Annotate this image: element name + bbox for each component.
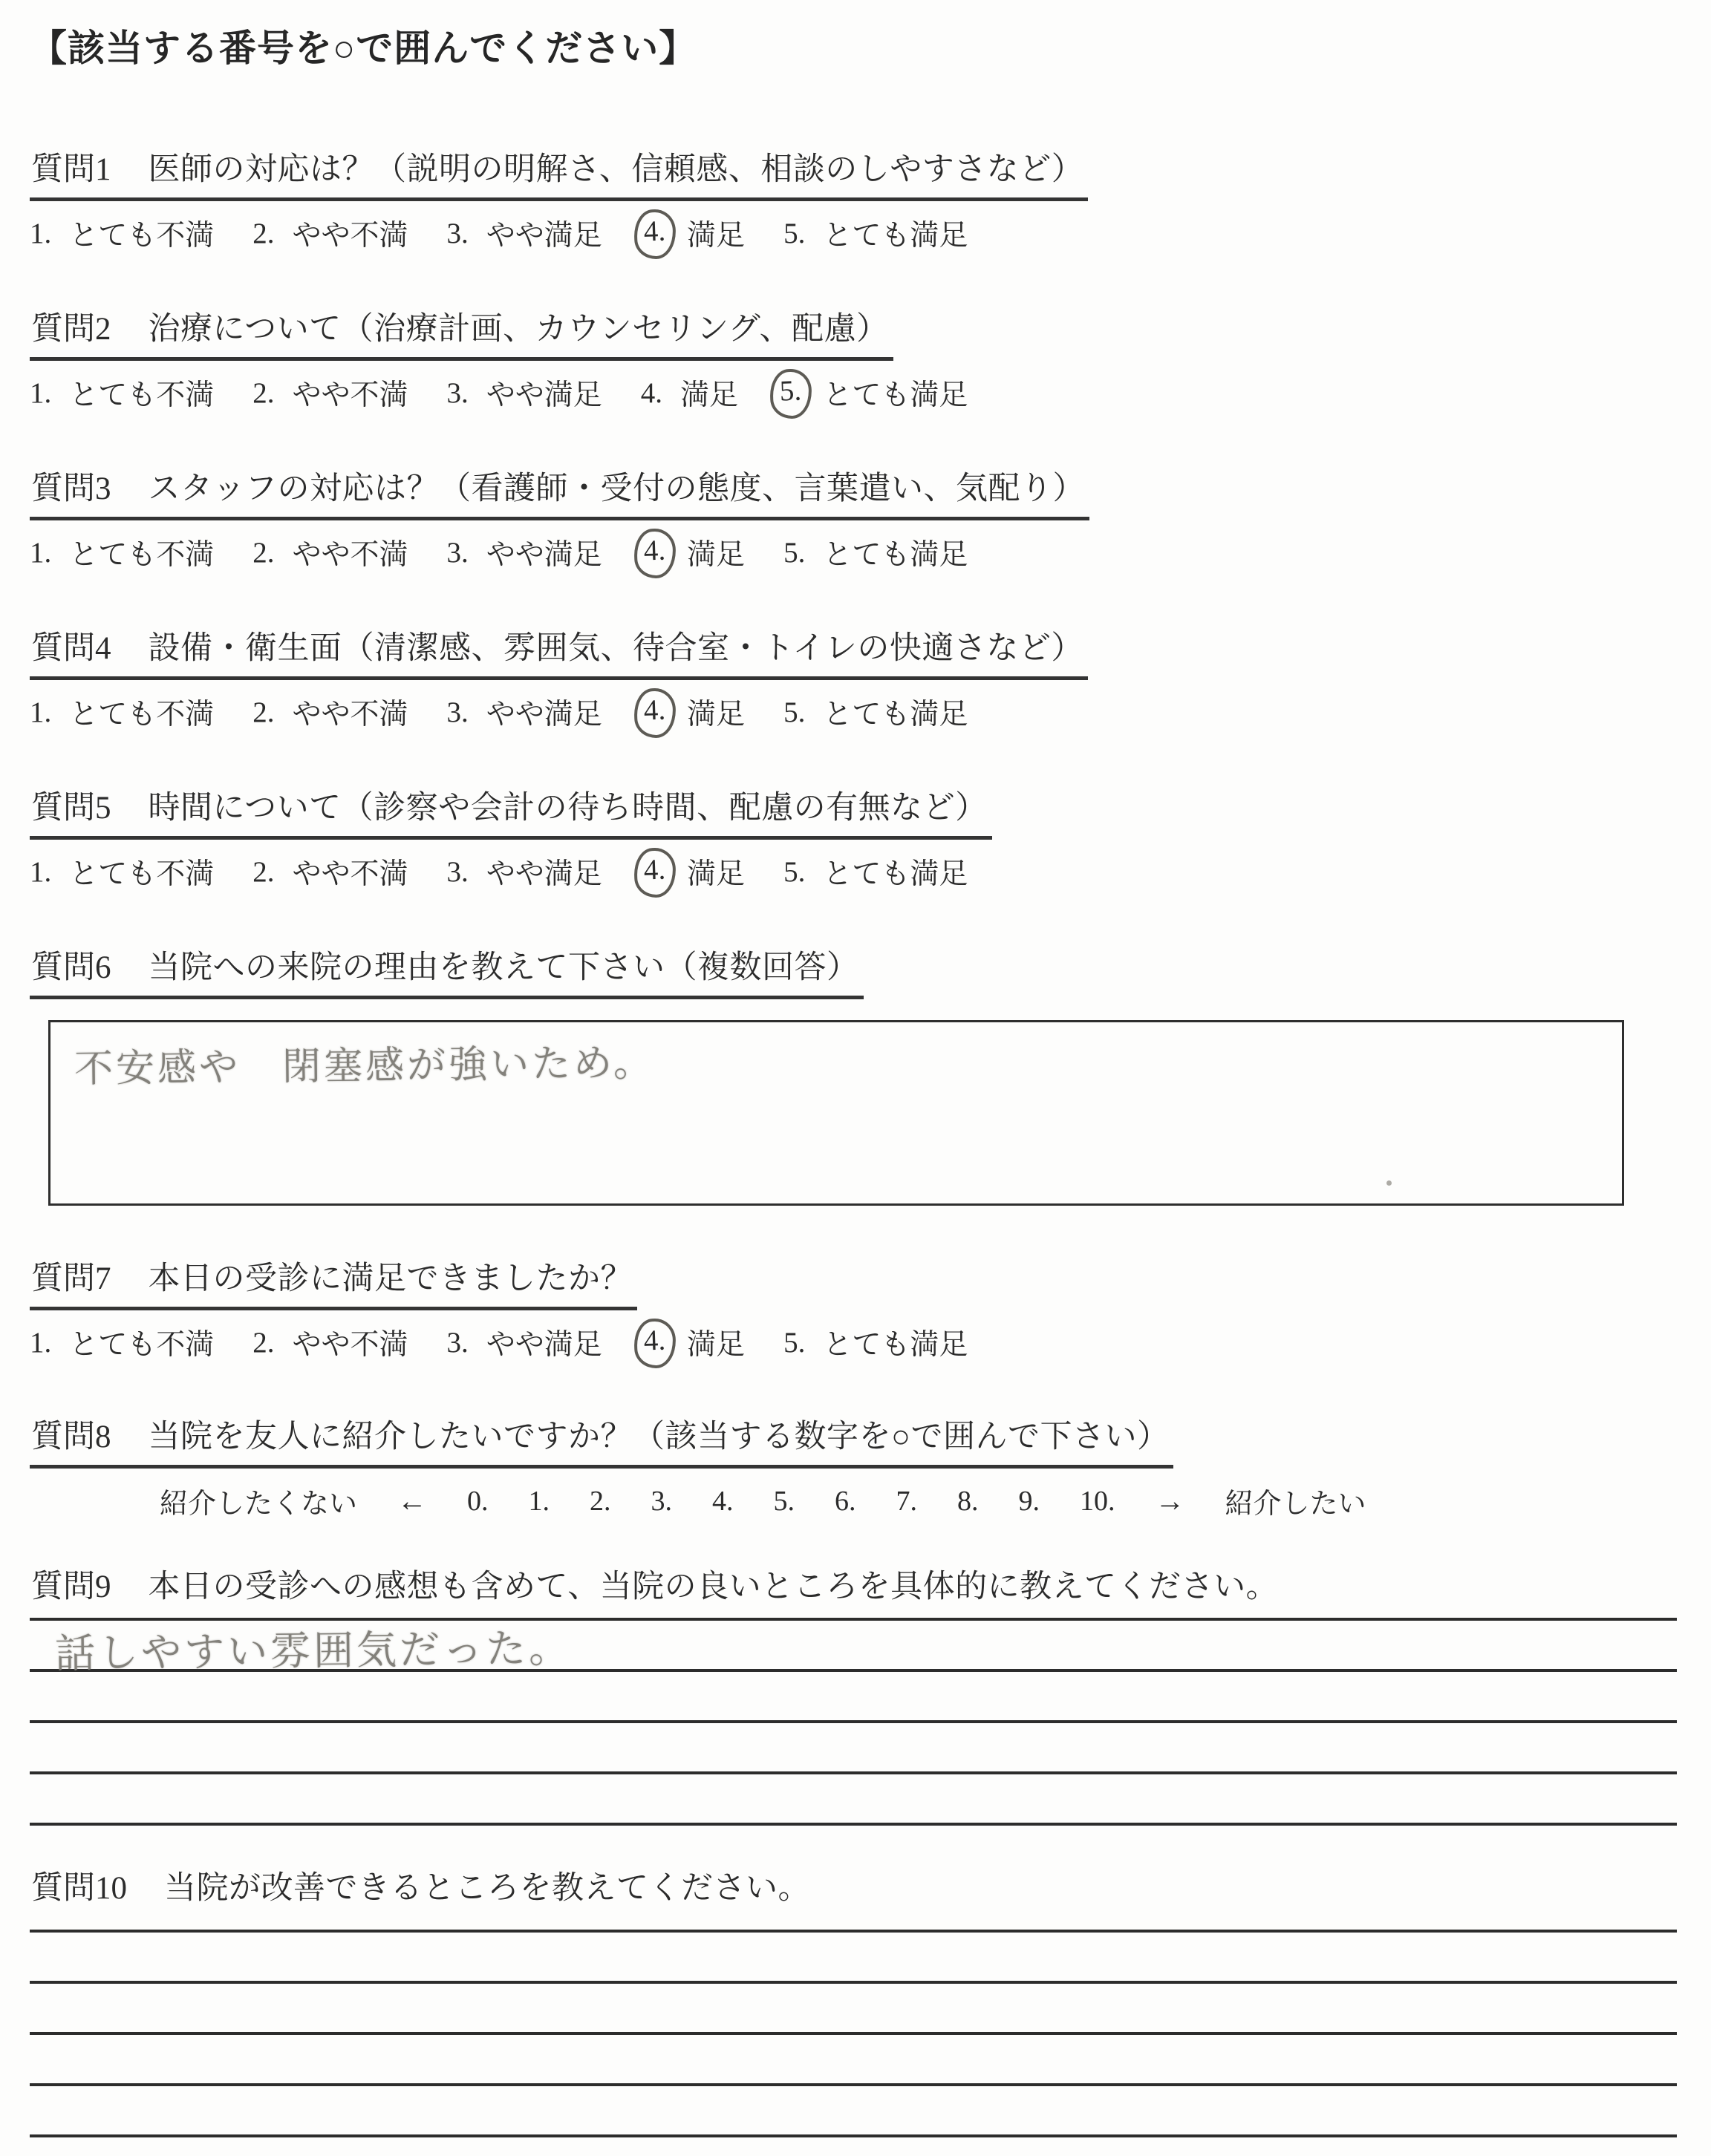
nps-number-7[interactable]: 7. (896, 1485, 918, 1517)
option-label: やや満足 (486, 539, 602, 571)
option-label: 満足 (687, 1329, 746, 1361)
option-label: やや不満 (292, 858, 408, 890)
writing-line[interactable] (30, 1984, 1677, 2035)
option-very-dissatisfied[interactable] (30, 1322, 214, 1363)
option-number-circled[interactable]: 4. (633, 209, 677, 260)
writing-line[interactable] (30, 1912, 1677, 1933)
question-10-title (30, 1869, 815, 1912)
writing-line[interactable] (30, 1933, 1677, 1984)
question-9-text: 本日の受診への感想も含めて、当院の良いところを具体的に教えてください。 (148, 1569, 1279, 1604)
nps-number-8[interactable]: 8. (957, 1485, 979, 1517)
question-9-section (30, 1567, 1677, 1826)
option-label: やや満足 (486, 699, 602, 731)
question-4-options (30, 693, 1677, 731)
question-10-label: 質問10 (31, 1871, 127, 1906)
question-3-section (30, 469, 1677, 571)
handwritten-answer: 不安感や 閉塞感が強いため。 (74, 1042, 656, 1091)
option-number[interactable]: 5. (783, 696, 806, 728)
question-4-title (30, 629, 1088, 680)
option-number[interactable]: 3. (446, 1326, 469, 1359)
nps-number-1[interactable]: 1. (528, 1485, 550, 1517)
question-7-label: 質問7 (31, 1261, 111, 1296)
option-number[interactable]: 2. (252, 696, 275, 728)
option-satisfied[interactable] (641, 212, 745, 254)
question-5-title (30, 788, 992, 840)
option-very-dissatisfied[interactable] (30, 372, 214, 414)
option-number[interactable]: 1. (30, 376, 52, 409)
option-very-dissatisfied[interactable] (30, 851, 214, 892)
option-somewhat-dissatisfied[interactable] (252, 1322, 408, 1363)
option-very-satisfied[interactable] (783, 1322, 968, 1363)
option-label: とても満足 (823, 539, 968, 571)
option-number[interactable]: 2. (252, 376, 275, 409)
option-number[interactable]: 3. (446, 536, 469, 569)
question-7-section (30, 1259, 1677, 1361)
option-label: とても満足 (823, 379, 968, 411)
question-4-label: 質問4 (31, 631, 111, 666)
question-5-section (30, 788, 1677, 890)
question-4-text: 設備・衛生面（清潔感、雰囲気、待合室・トイレの快適さなど） (148, 631, 1083, 666)
handwritten-answer: 話しやすい雰囲気だった。 (54, 1626, 573, 1676)
option-satisfied[interactable] (641, 1322, 745, 1363)
option-satisfied[interactable] (641, 691, 745, 733)
option-label: 満足 (687, 220, 746, 252)
question-1-label: 質問1 (31, 152, 111, 187)
option-label: やや不満 (292, 220, 408, 252)
option-label: 満足 (687, 539, 746, 571)
question-2-title (30, 310, 893, 361)
question-1-options (30, 215, 1677, 252)
option-number[interactable]: 4. (640, 376, 663, 409)
question-2-section (30, 310, 1677, 411)
writing-line[interactable] (30, 1774, 1677, 1826)
question-5-text: 時間について（診察や会計の待ち時間、配慮の有無など） (148, 791, 988, 826)
option-number[interactable]: 1. (30, 1326, 52, 1359)
nps-scale-row (30, 1480, 1677, 1521)
question-6-answer-box[interactable] (48, 1020, 1624, 1206)
option-somewhat-dissatisfied[interactable] (252, 851, 408, 892)
question-6-text: 当院への来院の理由を教えて下さい（複数回答） (148, 950, 859, 985)
option-somewhat-satisfied[interactable] (447, 372, 602, 414)
option-very-satisfied[interactable] (783, 851, 968, 892)
option-number[interactable]: 1. (30, 696, 52, 728)
option-number-circled[interactable]: 5. (769, 368, 813, 419)
question-1-section (30, 150, 1677, 252)
option-satisfied[interactable] (641, 372, 738, 414)
option-label: やや満足 (486, 1329, 602, 1361)
option-label: やや不満 (292, 699, 408, 731)
option-somewhat-dissatisfied[interactable] (252, 212, 408, 254)
question-2-options (30, 374, 1677, 411)
option-very-dissatisfied[interactable] (30, 212, 214, 254)
option-somewhat-satisfied[interactable] (447, 212, 602, 254)
option-somewhat-dissatisfied[interactable] (252, 372, 408, 414)
option-number[interactable]: 3. (446, 376, 469, 409)
option-somewhat-satisfied[interactable] (447, 1322, 602, 1363)
question-1-text: 医師の対応は？（説明の明解さ、信頼感、相談のしやすさなど） (148, 152, 1084, 187)
option-label: 満足 (680, 379, 739, 411)
nps-left-label: 紹介したくない (160, 1489, 358, 1520)
option-label: やや満足 (486, 379, 602, 411)
option-satisfied[interactable] (641, 851, 745, 892)
option-number-circled[interactable]: 4. (633, 528, 677, 579)
option-label: とても不満 (69, 539, 215, 571)
question-10-writing-lines[interactable] (30, 1912, 1677, 2137)
option-number[interactable]: 5. (783, 1326, 806, 1359)
question-8-section (30, 1417, 1677, 1521)
question-6-section (30, 948, 1677, 1206)
option-label: やや不満 (292, 1329, 408, 1361)
option-somewhat-satisfied[interactable] (447, 532, 602, 573)
question-5-label: 質問5 (31, 791, 111, 826)
option-somewhat-dissatisfied[interactable] (252, 691, 408, 733)
option-label: とても不満 (69, 699, 215, 731)
option-label: とても不満 (69, 220, 215, 252)
page-title: 【該当する番号を○で囲んでください】 (30, 27, 697, 69)
option-very-dissatisfied[interactable] (30, 691, 214, 733)
question-9-writing-lines[interactable] (30, 1610, 1677, 1826)
option-label: 満足 (687, 858, 746, 890)
option-number[interactable]: 3. (446, 855, 469, 888)
question-3-options (30, 534, 1677, 571)
nps-number-2[interactable]: 2. (590, 1485, 611, 1517)
option-number[interactable]: 1. (30, 536, 52, 569)
option-label: やや不満 (292, 379, 408, 411)
question-9-title (30, 1567, 1283, 1610)
option-label: とても満足 (823, 858, 968, 890)
option-number[interactable]: 1. (30, 855, 52, 888)
option-number[interactable]: 2. (252, 536, 275, 569)
right-arrow-icon: → (1155, 1484, 1185, 1518)
question-8-text: 当院を友人に紹介したいですか？（該当する数字を○で囲んで下さい） (148, 1420, 1170, 1454)
question-3-text: スタッフの対応は？（看護師・受付の態度、言葉遣い、気配り） (148, 471, 1085, 506)
option-somewhat-dissatisfied[interactable] (252, 532, 408, 573)
option-number[interactable]: 5. (783, 536, 806, 569)
option-number-circled[interactable]: 4. (633, 687, 677, 739)
option-number[interactable]: 2. (252, 855, 275, 888)
option-number-circled[interactable]: 4. (633, 1318, 677, 1369)
option-number[interactable]: 2. (252, 217, 275, 249)
option-number-circled[interactable]: 4. (633, 847, 677, 898)
option-very-satisfied[interactable] (783, 691, 968, 733)
nps-number-6[interactable]: 6. (835, 1485, 856, 1517)
option-very-satisfied[interactable] (777, 372, 968, 414)
option-label: やや不満 (292, 539, 408, 571)
option-number[interactable]: 5. (783, 217, 806, 249)
nps-number-3[interactable]: 3. (651, 1485, 673, 1517)
writing-line[interactable] (30, 2035, 1677, 2086)
question-2-label: 質問2 (31, 312, 111, 347)
nps-number-9[interactable]: 9. (1018, 1485, 1040, 1517)
left-arrow-icon: ← (397, 1484, 428, 1518)
question-4-section (30, 629, 1677, 731)
option-number[interactable]: 1. (30, 217, 52, 249)
nps-number-10[interactable]: 10. (1080, 1485, 1115, 1517)
option-number[interactable]: 2. (252, 1326, 275, 1359)
option-number[interactable]: 5. (783, 855, 806, 888)
option-label: とても不満 (69, 379, 215, 411)
option-label: とても満足 (823, 220, 968, 252)
nps-number-4[interactable]: 4. (712, 1485, 734, 1517)
question-5-options (30, 853, 1677, 890)
option-number[interactable]: 3. (446, 696, 469, 728)
question-10-text: 当院が改善できるところを教えてください。 (164, 1871, 810, 1906)
question-10-section (30, 1869, 1677, 2137)
nps-number-0[interactable]: 0. (467, 1485, 489, 1517)
option-very-satisfied[interactable] (783, 212, 968, 254)
question-7-text: 本日の受診に満足できましたか？ (148, 1261, 633, 1296)
option-label: 満足 (687, 699, 746, 731)
option-label: とても満足 (823, 699, 968, 731)
writing-line[interactable] (30, 2086, 1677, 2137)
question-2-text: 治療について（治療計画、カウンセリング、配慮） (148, 312, 889, 347)
question-6-label: 質問6 (31, 950, 111, 985)
option-label: とても不満 (69, 858, 215, 890)
writing-line[interactable] (30, 1723, 1677, 1774)
option-satisfied[interactable] (641, 532, 745, 573)
option-label: やや満足 (486, 858, 602, 890)
question-8-label: 質問8 (31, 1420, 111, 1454)
option-somewhat-satisfied[interactable] (447, 851, 602, 892)
nps-right-label: 紹介したい (1225, 1489, 1366, 1520)
option-very-dissatisfied[interactable] (30, 532, 214, 573)
question-8-title (30, 1417, 1173, 1469)
option-label: とても不満 (69, 1329, 215, 1361)
option-somewhat-satisfied[interactable] (447, 691, 602, 733)
question-3-title (30, 469, 1089, 520)
option-label: とても満足 (823, 1329, 968, 1361)
option-very-satisfied[interactable] (783, 532, 968, 573)
question-1-title (30, 150, 1088, 201)
question-6-title (30, 948, 864, 999)
nps-number-5[interactable]: 5. (773, 1485, 795, 1517)
question-7-options (30, 1324, 1677, 1361)
question-3-label: 質問3 (31, 471, 111, 506)
option-label: やや満足 (486, 220, 602, 252)
question-9-label: 質問9 (31, 1569, 111, 1604)
option-number[interactable]: 3. (446, 217, 469, 249)
writing-line[interactable] (30, 1672, 1677, 1723)
pen-mark-dot (1386, 1180, 1392, 1186)
question-7-title (30, 1259, 637, 1310)
